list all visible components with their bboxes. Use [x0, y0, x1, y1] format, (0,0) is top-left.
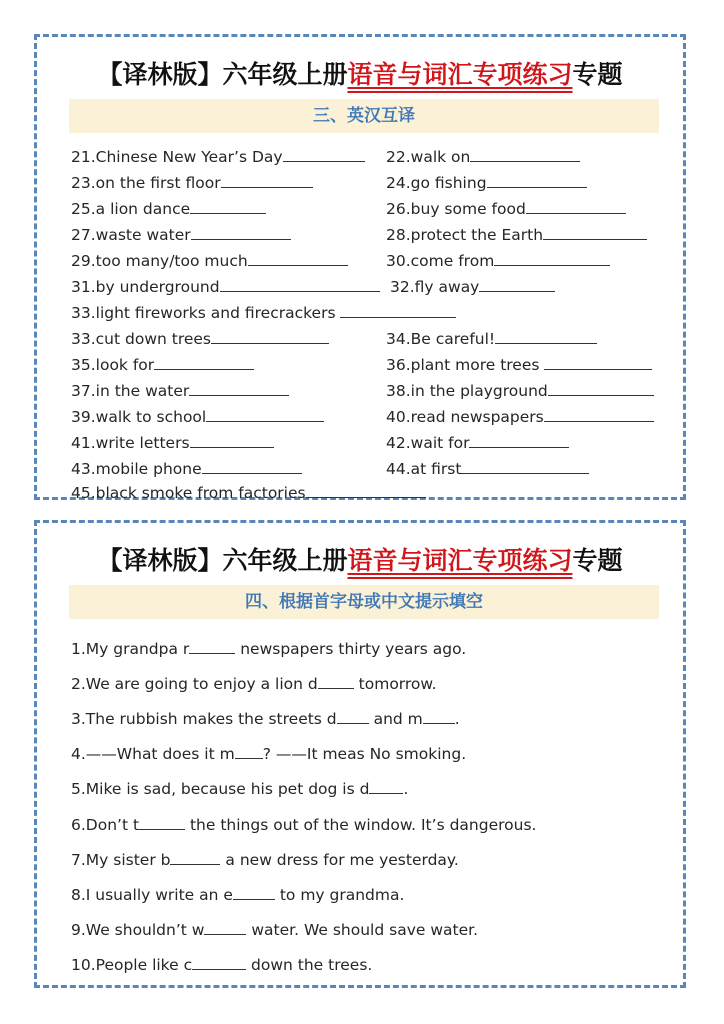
answer-blank[interactable]	[461, 459, 589, 474]
question-text: 35.look for	[71, 356, 155, 374]
item-text: 1.My grandpa r	[71, 640, 190, 658]
question-33b	[71, 329, 329, 348]
answer-blank[interactable]	[479, 277, 555, 292]
fill-item-9	[71, 920, 478, 939]
question-text: 45.black smoke from factories	[71, 484, 306, 502]
fill-item-8	[71, 885, 404, 904]
answer-blank[interactable]	[306, 483, 426, 498]
item-text: 7.My sister b	[71, 851, 171, 869]
item-text: ? ——It meas No smoking.	[262, 745, 467, 763]
question-40	[386, 407, 654, 426]
question-text: 43.mobile phone	[71, 460, 202, 478]
question-text: 31.by underground	[71, 278, 220, 296]
answer-blank[interactable]	[318, 674, 354, 689]
question-36	[386, 355, 652, 374]
item-text: down the trees.	[246, 956, 373, 974]
answer-blank[interactable]	[423, 709, 455, 724]
panel-title	[37, 55, 683, 91]
question-text: 28.protect the Earth	[386, 226, 544, 244]
item-text: 5.Mike is sad, because his pet dog is d	[71, 780, 370, 798]
item-text: tomorrow.	[353, 675, 437, 693]
question-text: 25.a lion dance	[71, 200, 191, 218]
title-suffix: 专题	[572, 60, 623, 89]
question-27	[71, 225, 291, 244]
answer-blank[interactable]	[139, 815, 185, 830]
answer-blank[interactable]	[337, 709, 369, 724]
fill-item-6	[71, 815, 536, 834]
item-text: a new dress for me yesterday.	[220, 851, 459, 869]
fill-item-7	[71, 850, 459, 869]
exercise-panel-translation	[34, 34, 686, 500]
item-text: 2.We are going to enjoy a lion d	[71, 675, 318, 693]
item-text: water. We should save water.	[246, 921, 479, 939]
answer-blank[interactable]	[248, 251, 348, 266]
answer-blank[interactable]	[189, 639, 235, 654]
answer-blank[interactable]	[190, 433, 274, 448]
question-text: 29.too many/too much	[71, 252, 248, 270]
question-37	[71, 381, 289, 400]
question-text: 32.fly away	[390, 278, 480, 296]
answer-blank[interactable]	[189, 381, 289, 396]
question-25	[71, 199, 266, 218]
answer-blank[interactable]	[526, 199, 626, 214]
question-text: 40.read newspapers	[386, 408, 544, 426]
question-text: 41.write letters	[71, 434, 190, 452]
item-text: 10.People like c	[71, 956, 193, 974]
item-text: 4.——What does it m	[71, 745, 235, 763]
question-text: 33.cut down trees	[71, 330, 212, 348]
question-39	[71, 407, 324, 426]
item-text: to my grandma.	[274, 886, 405, 904]
question-text: 34.Be careful!	[386, 330, 496, 348]
question-text: 39.walk to school	[71, 408, 207, 426]
answer-blank[interactable]	[233, 885, 275, 900]
answer-blank[interactable]	[221, 173, 313, 188]
question-30	[386, 251, 610, 270]
question-34	[386, 329, 597, 348]
item-text: 8.I usually write an e	[71, 886, 233, 904]
section-band: 三、英汉互译	[69, 99, 659, 133]
fill-item-10	[71, 955, 372, 974]
question-45	[71, 483, 426, 502]
answer-blank[interactable]	[192, 955, 246, 970]
title-prefix: 【译林版】六年级上册	[97, 60, 348, 89]
question-text: 38.in the playground	[386, 382, 548, 400]
answer-blank[interactable]	[470, 147, 580, 162]
answer-blank[interactable]	[283, 147, 365, 162]
answer-blank[interactable]	[340, 303, 456, 318]
question-28	[386, 225, 647, 244]
answer-blank[interactable]	[170, 850, 220, 865]
question-22	[386, 147, 580, 166]
answer-blank[interactable]	[220, 277, 380, 292]
question-text: 44.at first	[386, 460, 462, 478]
question-31	[71, 277, 380, 296]
answer-blank[interactable]	[494, 251, 610, 266]
answer-blank[interactable]	[543, 225, 647, 240]
answer-blank[interactable]	[211, 329, 329, 344]
fill-item-4	[71, 744, 466, 763]
answer-blank[interactable]	[544, 407, 654, 422]
answer-blank[interactable]	[154, 355, 254, 370]
question-41	[71, 433, 274, 452]
question-23	[71, 173, 313, 192]
fill-item-5	[71, 779, 408, 798]
answer-blank[interactable]	[495, 329, 597, 344]
answer-blank[interactable]	[190, 199, 266, 214]
question-42	[386, 433, 569, 452]
panel-title	[37, 541, 683, 577]
answer-blank[interactable]	[544, 355, 652, 370]
question-24	[386, 173, 587, 192]
answer-blank[interactable]	[191, 225, 291, 240]
item-text: 9.We shouldn’t w	[71, 921, 205, 939]
question-38	[386, 381, 654, 400]
question-35	[71, 355, 254, 374]
answer-blank[interactable]	[235, 744, 263, 759]
item-text: .	[454, 710, 460, 728]
title-suffix: 专题	[572, 546, 623, 575]
question-text: 30.come from	[386, 252, 495, 270]
fill-item-1	[71, 639, 466, 658]
question-text: 23.on the first floor	[71, 174, 221, 192]
item-text: the things out of the window. It’s dangerous.	[185, 816, 537, 834]
section-band: 四、根据首字母或中文提示填空	[69, 585, 659, 619]
question-text: 37.in the water	[71, 382, 190, 400]
item-text: 6.Don’t t	[71, 816, 140, 834]
title-prefix: 【译林版】六年级上册	[97, 546, 348, 575]
item-text: newspapers thirty years ago.	[235, 640, 467, 658]
question-text: 33.light fireworks and firecrackers	[71, 304, 336, 322]
question-text: 24.go fishing	[386, 174, 487, 192]
question-text: 26.buy some food	[386, 200, 526, 218]
question-text: 42.wait for	[386, 434, 470, 452]
item-text: .	[403, 780, 409, 798]
question-21	[71, 147, 365, 166]
answer-blank[interactable]	[202, 459, 302, 474]
question-26	[386, 199, 626, 218]
item-text: 3.The rubbish makes the streets d	[71, 710, 337, 728]
question-43	[71, 459, 302, 478]
answer-blank[interactable]	[369, 779, 403, 794]
title-highlight: 语音与词汇专项练习	[347, 546, 573, 575]
question-text: 36.plant more trees	[386, 356, 540, 374]
question-33a	[71, 303, 456, 322]
answer-blank[interactable]	[206, 407, 324, 422]
fill-item-3	[71, 709, 460, 728]
answer-blank[interactable]	[487, 173, 587, 188]
fill-item-2	[71, 674, 437, 693]
question-text: 27.waste water	[71, 226, 191, 244]
question-29	[71, 251, 348, 270]
exercise-panel-fill-blank	[34, 520, 686, 988]
answer-blank[interactable]	[469, 433, 569, 448]
item-text: and m	[368, 710, 423, 728]
question-text: 21.Chinese New Year’s Day	[71, 148, 283, 166]
question-44	[386, 459, 589, 478]
question-text: 22.walk on	[386, 148, 471, 166]
question-32	[390, 277, 555, 296]
title-highlight: 语音与词汇专项练习	[347, 60, 573, 89]
answer-blank[interactable]	[548, 381, 654, 396]
answer-blank[interactable]	[204, 920, 246, 935]
